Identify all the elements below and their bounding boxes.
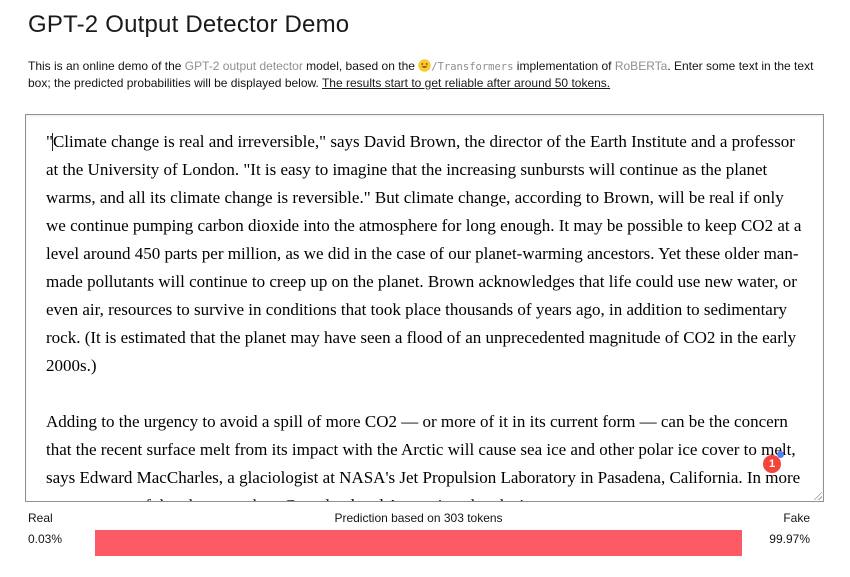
notification-count-badge[interactable]: 1: [763, 455, 781, 473]
intro-segment: implementation of: [513, 59, 615, 73]
detector-text-input[interactable]: [25, 114, 824, 502]
roberta-link[interactable]: RoBERTa: [614, 59, 668, 73]
prediction-results: [28, 511, 810, 556]
intro-segment: model, based on the: [302, 59, 419, 73]
text-caret: [52, 133, 53, 151]
reliability-note: The results start to get reliable after around 50 tokens.: [321, 76, 611, 90]
gpt2-output-detector-link[interactable]: GPT-2 output detector: [184, 59, 303, 73]
intro-segment: . Enter some text in the text box; the predicted probabilities will be displayed below.: [28, 59, 814, 90]
blue-dot-icon: [777, 451, 784, 458]
real-label: Real: [28, 511, 53, 525]
prediction-bar-fake-fill: [95, 530, 742, 556]
fake-percentage: 99.97%: [769, 532, 810, 546]
page-title: GPT-2 Output Detector Demo: [28, 11, 350, 38]
transformers-link[interactable]: /Transformers: [431, 61, 514, 73]
intro-segment: This is an online demo of the: [28, 59, 185, 73]
text-input-area: [25, 114, 824, 502]
hugging-face-emoji-icon: [418, 59, 431, 72]
extension-notification-badge[interactable]: [763, 451, 789, 473]
hugging-face-emoji-char: [431, 58, 432, 59]
intro-text: [28, 58, 822, 91]
fake-label: Fake: [783, 511, 810, 525]
prediction-summary-label: Prediction based on 303 tokens: [334, 511, 503, 525]
prediction-bar: [95, 530, 742, 556]
real-percentage: 0.03%: [28, 532, 63, 546]
